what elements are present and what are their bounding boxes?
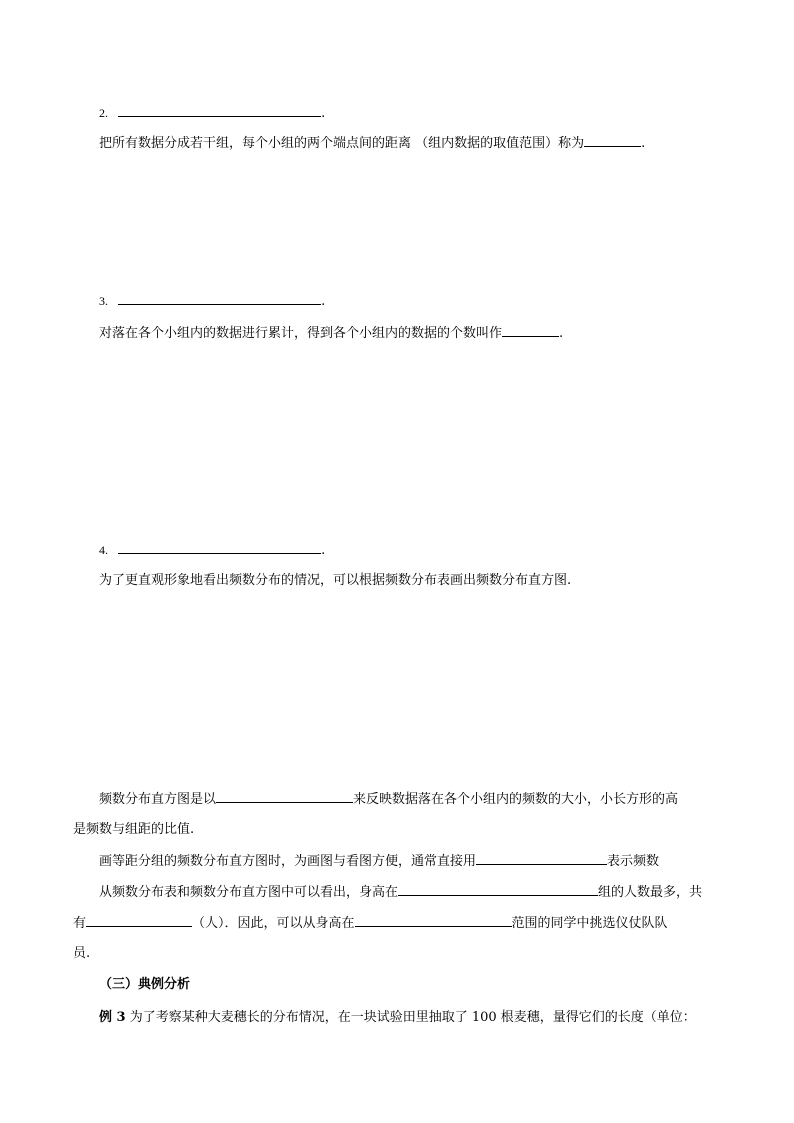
answer-blank <box>476 853 607 865</box>
answer-blank <box>398 884 598 896</box>
example-text: 为了考察某种大麦穗长的分布情况，在一块试验田里抽取了 100 根麦穗，量得它们的长度（单位： <box>129 1010 696 1025</box>
item-text: 为了更直观形象地看出频数分布的情况，可以根据频数分布表画出频数分布直方图. <box>99 573 572 588</box>
item-number: 4. <box>99 543 108 557</box>
answer-blank <box>355 915 512 927</box>
item-end-mark: . <box>321 106 326 121</box>
para1-line2 <box>73 822 194 838</box>
para-text: 是频数与组距的比值. <box>73 822 195 837</box>
para3-line1 <box>99 884 702 901</box>
item-number: 3. <box>99 294 108 308</box>
answer-blank <box>216 791 353 803</box>
para3-line2 <box>73 915 668 932</box>
item-end-mark: . <box>321 294 326 309</box>
item-3-text <box>99 325 563 342</box>
item-number: 2. <box>99 106 108 120</box>
para-text: 组的人数最多，共 <box>598 885 703 900</box>
item-text: 把所有数据分成若干组，每个小组的两个端点间的距离 （组内数据的取值范围）称为 <box>99 136 585 151</box>
item-3-heading <box>99 293 325 310</box>
answer-blank <box>118 105 321 117</box>
para-text: 范围的同学中挑选仪仗队队 <box>511 916 668 931</box>
para-text: 从频数分布表和频数分布直方图中可以看出，身高在 <box>99 885 399 900</box>
para2-line1 <box>99 853 659 870</box>
para-text: 有 <box>73 916 87 931</box>
item-text-end: . <box>559 326 564 341</box>
para1-line1 <box>99 791 678 808</box>
item-2-heading <box>99 105 325 122</box>
answer-blank <box>584 135 641 147</box>
item-text: 对落在各个小组内的数据进行累计，得到各个小组内的数据的个数叫作 <box>99 326 503 341</box>
section-heading: （三）典例分析 <box>99 977 191 992</box>
para-text: 员. <box>73 946 91 961</box>
item-end-mark: . <box>321 543 326 558</box>
para-text: 表示频数 <box>607 854 660 869</box>
para3-line3 <box>73 946 90 962</box>
para-text: 频数分布直方图是以 <box>99 792 217 807</box>
answer-blank <box>86 915 192 927</box>
example-3 <box>99 1010 696 1026</box>
answer-blank <box>118 293 321 305</box>
para-text: 画等距分组的频数分布直方图时，为画图与看图方便，通常直接用 <box>99 854 477 869</box>
para-text: （人）．因此，可以从身高在 <box>192 916 355 931</box>
para-text: 来反映数据落在各个小组内的频数的大小，小长方形的高 <box>353 792 679 807</box>
item-4-text <box>99 573 571 589</box>
answer-blank <box>502 325 559 337</box>
example-label: 例 3 <box>99 1010 126 1025</box>
item-text-end: . <box>641 136 646 151</box>
item-4-heading <box>99 542 325 559</box>
item-2-text <box>99 135 645 152</box>
answer-blank <box>118 542 321 554</box>
